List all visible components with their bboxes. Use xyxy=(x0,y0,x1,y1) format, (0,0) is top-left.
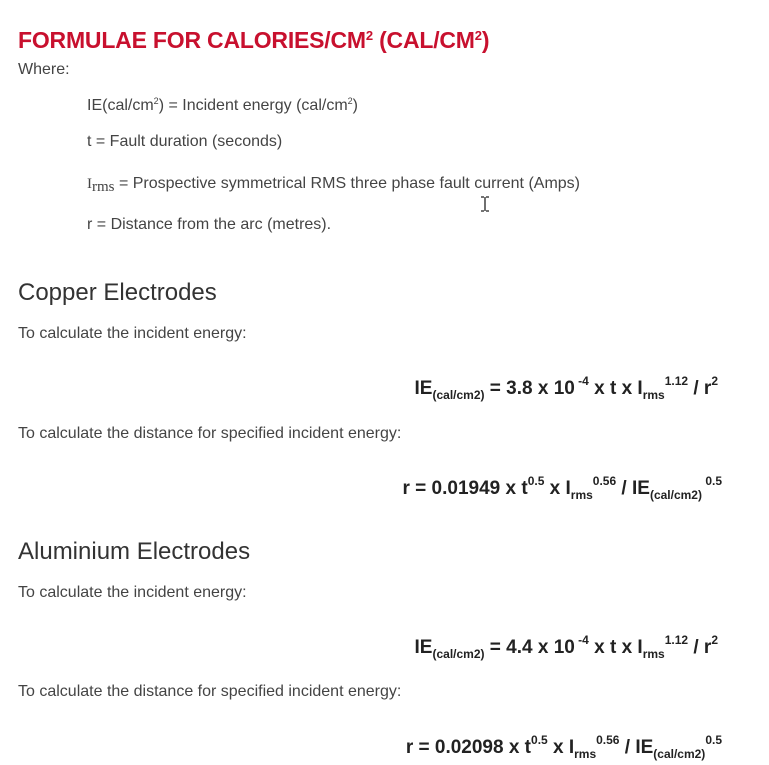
definition-irms: $I_{rms}$ = Prospective symmetrical RMS three phase fault current (Amps) xyxy=(87,175,580,195)
page-title: FORMULAE FOR CALORIES/$CM^2$ $(CAL/CM^2)$ xyxy=(18,27,490,53)
aluminium-distance-intro: To calculate the distance for specified incident energy: xyxy=(18,683,402,700)
aluminium-distance-formula: r = 0.02098 x $t^{0.5}$ x $I_{rms}^{0.56} / IE_{(cal/cm2)}^{0.5}$ xyxy=(405,733,722,761)
copper-ie-formula: $IE_{(cal/cm2)} = 3.8$ x 10 $^{-4}$ x t x $I_{rms}^{1.12} / r^2$ xyxy=(414,374,718,402)
aluminium-heading: Aluminium Electrodes xyxy=(18,538,251,565)
aluminium-ie-intro: To calculate the incident energy: xyxy=(18,584,247,601)
copper-ie-intro: To calculate the incident energy: xyxy=(18,325,247,342)
aluminium-ie-formula: $IE_{(cal/cm2)} = 4.4$ x 10 $^{-4}$ x t x $I_{rms}^{1.12} / r^2$ xyxy=(414,633,718,661)
copper-heading: Copper Electrodes xyxy=(18,279,217,306)
copper-distance-intro: To calculate the distance for specified incident energy: xyxy=(18,425,402,442)
where-label: Where: xyxy=(18,61,70,78)
definition-r: r = Distance from the arc (metres). xyxy=(87,216,332,233)
text-cursor-icon xyxy=(480,196,490,212)
definition-t: t = Fault duration (seconds) xyxy=(87,133,283,150)
definition-ie: $IE(cal/cm^2)$ = Incident energy $(cal/cm^2)$ xyxy=(87,96,358,114)
copper-distance-formula: r = 0.01949 x $t^{0.5}$ x $I_{rms}^{0.56} / IE_{(cal/cm2)}$ $^{0.5}$ xyxy=(402,474,722,502)
